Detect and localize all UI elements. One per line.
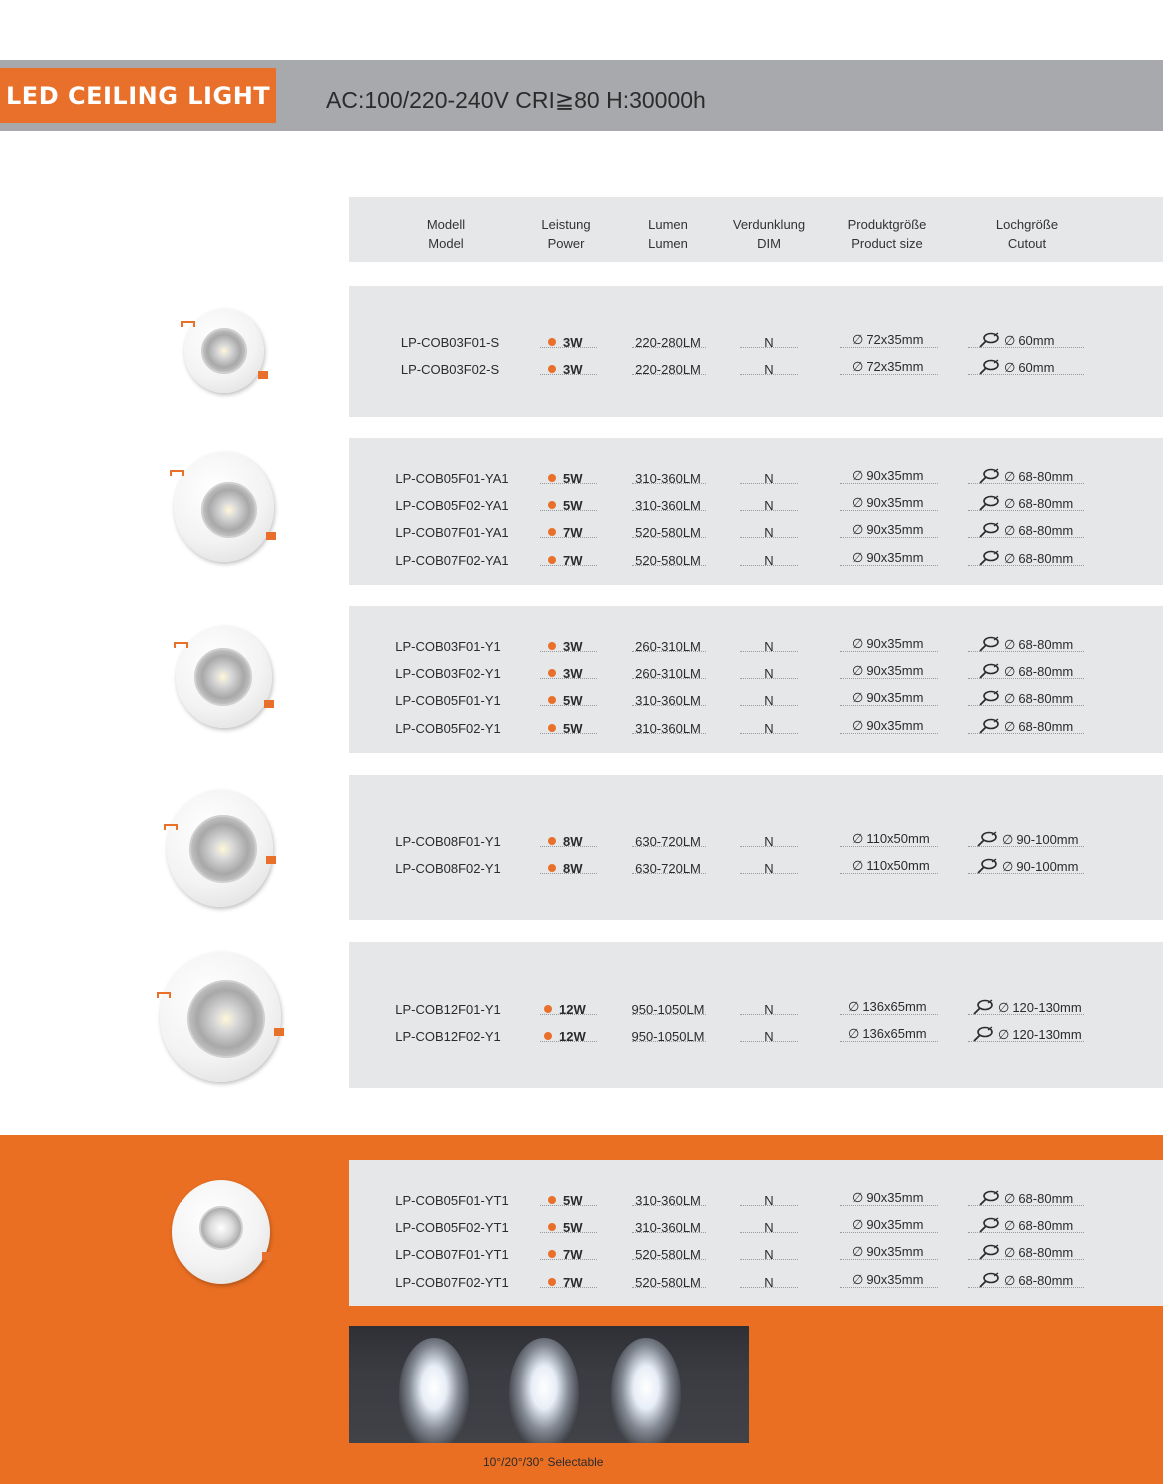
row-divider (840, 1014, 938, 1015)
model-cell: LP-COB08F01-Y1 (395, 834, 501, 849)
row-divider (632, 846, 706, 847)
row-divider (840, 678, 938, 679)
row-divider (740, 678, 798, 679)
cutout-value: 68-80mm (1018, 664, 1074, 679)
power-cell: 7W (563, 1275, 583, 1290)
lumen-cell: 260-310LM (635, 666, 701, 681)
row-divider (740, 1259, 798, 1260)
column-header-lumen: Lumen Lumen (648, 217, 688, 251)
hole-saw-icon (978, 690, 1000, 706)
model-cell: LP-COB07F01-YT1 (395, 1247, 509, 1262)
row-divider (740, 537, 798, 538)
diameter-symbol: ∅ (852, 495, 864, 510)
size-value: 90x35mm (866, 1217, 924, 1232)
lumen-cell: 520-580LM (635, 1275, 701, 1290)
row-divider (632, 565, 706, 566)
column-header-model: Modell Model (426, 217, 466, 251)
size-cell (852, 690, 923, 706)
row-divider (968, 374, 1084, 375)
row-divider (840, 347, 938, 348)
size-cell (848, 999, 927, 1015)
hole-saw-icon (978, 1190, 1000, 1206)
size-value: 90x35mm (866, 1272, 924, 1287)
cutout-value: 68-80mm (1018, 469, 1074, 484)
lumen-cell: 310-360LM (635, 1193, 701, 1208)
lumen-cell: 630-720LM (635, 861, 701, 876)
lumen-cell: 220-280LM (635, 362, 701, 377)
row-divider (840, 565, 938, 566)
row-divider (632, 347, 706, 348)
product-image-small (184, 309, 264, 393)
row-divider (740, 565, 798, 566)
row-divider (540, 565, 597, 566)
row-divider (840, 705, 938, 706)
row-divider (840, 1205, 938, 1206)
power-cell: 8W (563, 834, 583, 849)
diameter-symbol: ∅ (1004, 469, 1016, 484)
dim-cell: N (764, 471, 774, 486)
power-cell: 5W (563, 1193, 583, 1208)
row-divider (632, 483, 706, 484)
size-cell (852, 522, 923, 538)
size-cell (852, 468, 923, 484)
dim-cell: N (764, 1275, 774, 1290)
row-divider (740, 374, 798, 375)
dim-cell: N (764, 525, 774, 540)
row-divider (740, 651, 798, 652)
row-divider (840, 1041, 938, 1042)
size-value: 90x35mm (866, 468, 924, 483)
diameter-symbol: ∅ (852, 1272, 864, 1287)
row-divider (632, 651, 706, 652)
size-value: 90x35mm (866, 1244, 924, 1259)
size-value: 110x50mm (866, 858, 930, 873)
product-image-xlarge (160, 952, 281, 1082)
row-divider (740, 510, 798, 511)
size-cell (852, 831, 930, 847)
row-divider (840, 510, 938, 511)
row-divider (968, 846, 1084, 847)
power-cell: 7W (563, 553, 583, 568)
row-divider (740, 1287, 798, 1288)
dim-cell: N (764, 362, 774, 377)
diameter-symbol: ∅ (852, 359, 864, 374)
diameter-symbol: ∅ (1004, 1191, 1016, 1206)
row-divider (740, 846, 798, 847)
diameter-symbol: ∅ (1004, 664, 1016, 679)
group-band (349, 286, 1163, 417)
row-divider (632, 374, 706, 375)
column-header-cutout: Lochgröße Cutout (995, 217, 1059, 251)
row-divider (540, 678, 597, 679)
diameter-symbol: ∅ (852, 1217, 864, 1232)
row-divider (840, 374, 938, 375)
size-value: 136x65mm (862, 999, 927, 1014)
dim-cell: N (764, 1220, 774, 1235)
row-divider (968, 733, 1084, 734)
dim-cell: N (764, 335, 774, 350)
row-divider (968, 705, 1084, 706)
row-divider (968, 537, 1084, 538)
size-value: 90x35mm (866, 495, 924, 510)
row-divider (840, 1259, 938, 1260)
cutout-value: 68-80mm (1018, 691, 1074, 706)
cutout-value: 90-100mm (1016, 832, 1079, 847)
row-divider (540, 705, 597, 706)
size-cell (852, 332, 923, 348)
cutout-value: 60mm (1018, 360, 1055, 375)
hole-saw-icon (978, 332, 1000, 348)
diameter-symbol: ∅ (852, 831, 864, 846)
dim-cell: N (764, 861, 774, 876)
diameter-symbol: ∅ (1004, 1245, 1016, 1260)
cutout-value: 68-80mm (1018, 551, 1074, 566)
dim-cell: N (764, 639, 774, 654)
row-divider (840, 483, 938, 484)
cutout-value: 68-80mm (1018, 1191, 1074, 1206)
hole-saw-icon (978, 1244, 1000, 1260)
diameter-symbol: ∅ (852, 522, 864, 537)
model-cell: LP-COB07F02-YT1 (395, 1275, 509, 1290)
row-divider (540, 510, 597, 511)
diameter-symbol: ∅ (1004, 719, 1016, 734)
diameter-symbol: ∅ (1004, 333, 1016, 348)
power-cell: 5W (563, 693, 583, 708)
size-value: 90x35mm (866, 636, 924, 651)
row-divider (840, 1232, 938, 1233)
power-cell: 8W (563, 861, 583, 876)
model-cell: LP-COB03F02-S (400, 362, 500, 377)
hole-saw-icon (978, 1272, 1000, 1288)
row-divider (632, 705, 706, 706)
model-cell: LP-COB12F02-Y1 (395, 1029, 501, 1044)
size-value: 110x50mm (866, 831, 930, 846)
row-divider (968, 510, 1084, 511)
diameter-symbol: ∅ (998, 1000, 1010, 1015)
diameter-symbol: ∅ (848, 1026, 860, 1041)
dim-cell: N (764, 1247, 774, 1262)
diameter-symbol: ∅ (852, 468, 864, 483)
power-cell: 7W (563, 525, 583, 540)
diameter-symbol: ∅ (1004, 551, 1016, 566)
power-cell: 5W (563, 498, 583, 513)
cutout-value: 60mm (1018, 333, 1055, 348)
diameter-symbol: ∅ (1004, 1273, 1016, 1288)
model-cell: LP-COB07F01-YA1 (395, 525, 509, 540)
row-divider (840, 1287, 938, 1288)
size-cell (852, 718, 923, 734)
size-value: 90x35mm (866, 663, 924, 678)
model-cell: LP-COB05F01-YT1 (395, 1193, 509, 1208)
size-cell (852, 359, 923, 375)
product-image-large (167, 790, 273, 907)
row-divider (632, 678, 706, 679)
row-divider (968, 1232, 1084, 1233)
hole-saw-icon (978, 550, 1000, 566)
row-divider (740, 873, 798, 874)
cutout-value: 68-80mm (1018, 637, 1074, 652)
row-divider (540, 651, 597, 652)
row-divider (540, 1041, 597, 1042)
power-cell: 7W (563, 1247, 583, 1262)
row-divider (740, 1041, 798, 1042)
power-cell: 12W (559, 1002, 586, 1017)
model-cell: LP-COB05F02-Y1 (395, 721, 501, 736)
diameter-symbol: ∅ (1002, 832, 1014, 847)
dim-cell: N (764, 553, 774, 568)
size-value: 72x35mm (866, 359, 924, 374)
row-divider (968, 1205, 1084, 1206)
power-cell: 5W (563, 471, 583, 486)
dim-cell: N (764, 1002, 774, 1017)
diameter-symbol: ∅ (998, 1027, 1010, 1042)
row-divider (540, 1259, 597, 1260)
size-value: 90x35mm (866, 1190, 924, 1205)
hole-saw-icon (976, 831, 998, 847)
diameter-symbol: ∅ (848, 999, 860, 1014)
row-divider (632, 1205, 706, 1206)
hole-saw-icon (972, 1026, 994, 1042)
column-header-dim: Verdunklung DIM (732, 217, 806, 251)
model-cell: LP-COB05F02-YA1 (395, 498, 509, 513)
power-cell: 3W (563, 335, 583, 350)
model-cell: LP-COB05F01-YA1 (395, 471, 509, 486)
size-cell (852, 858, 930, 874)
diameter-symbol: ∅ (1004, 496, 1016, 511)
hole-saw-icon (972, 999, 994, 1015)
row-divider (632, 1041, 706, 1042)
cutout-value: 68-80mm (1018, 719, 1074, 734)
row-divider (740, 1205, 798, 1206)
row-divider (632, 537, 706, 538)
power-cell: 3W (563, 666, 583, 681)
model-cell: LP-COB05F01-Y1 (395, 693, 501, 708)
diameter-symbol: ∅ (1004, 523, 1016, 538)
cutout-value: 68-80mm (1018, 1245, 1074, 1260)
diameter-symbol: ∅ (1004, 691, 1016, 706)
power-cell: 3W (563, 362, 583, 377)
row-divider (968, 873, 1084, 874)
lumen-cell: 310-360LM (635, 498, 701, 513)
row-divider (540, 1287, 597, 1288)
cutout-value: 68-80mm (1018, 1218, 1074, 1233)
diameter-symbol: ∅ (1004, 637, 1016, 652)
column-header-power: Leistung Power (541, 217, 591, 251)
cutout-value: 68-80mm (1018, 496, 1074, 511)
size-cell (852, 636, 923, 652)
cutout-value: 68-80mm (1018, 1273, 1074, 1288)
model-cell: LP-COB03F02-Y1 (395, 666, 501, 681)
row-divider (968, 1041, 1084, 1042)
cutout-value: 120-130mm (1012, 1000, 1082, 1015)
hole-saw-icon (976, 858, 998, 874)
hole-saw-icon (978, 359, 1000, 375)
hole-saw-icon (978, 495, 1000, 511)
model-cell: LP-COB05F02-YT1 (395, 1220, 509, 1235)
row-divider (540, 483, 597, 484)
size-value: 90x35mm (866, 550, 924, 565)
product-image-medium (174, 452, 274, 562)
size-value: 72x35mm (866, 332, 924, 347)
row-divider (968, 347, 1084, 348)
row-divider (968, 678, 1084, 679)
row-divider (968, 1287, 1084, 1288)
size-value: 90x35mm (866, 690, 924, 705)
model-cell: LP-COB07F02-YA1 (395, 553, 509, 568)
size-cell (848, 1026, 927, 1042)
power-cell: 3W (563, 639, 583, 654)
row-divider (740, 483, 798, 484)
row-divider (740, 347, 798, 348)
lumen-cell: 310-360LM (635, 693, 701, 708)
row-divider (632, 1287, 706, 1288)
dim-cell: N (764, 498, 774, 513)
dim-cell: N (764, 834, 774, 849)
diameter-symbol: ∅ (852, 636, 864, 651)
diameter-symbol: ∅ (1002, 859, 1014, 874)
size-cell (852, 495, 923, 511)
lumen-cell: 950-1050LM (631, 1002, 705, 1017)
row-divider (540, 846, 597, 847)
diameter-symbol: ∅ (1004, 1218, 1016, 1233)
row-divider (968, 483, 1084, 484)
hole-saw-icon (978, 468, 1000, 484)
lumen-cell: 220-280LM (635, 335, 701, 350)
diameter-symbol: ∅ (852, 663, 864, 678)
lumen-cell: 310-360LM (635, 471, 701, 486)
cutout-value: 90-100mm (1016, 859, 1079, 874)
lumen-cell: 520-580LM (635, 1247, 701, 1262)
row-divider (540, 1232, 597, 1233)
beam-angle-photo (349, 1326, 749, 1443)
diameter-symbol: ∅ (1004, 360, 1016, 375)
row-divider (968, 565, 1084, 566)
lumen-cell: 520-580LM (635, 553, 701, 568)
hole-saw-icon (978, 636, 1000, 652)
row-divider (540, 873, 597, 874)
dim-cell: N (764, 1029, 774, 1044)
size-value: 136x65mm (862, 1026, 927, 1041)
row-divider (968, 651, 1084, 652)
diameter-symbol: ∅ (852, 1244, 864, 1259)
beam-angle-caption: 10°/20°/30° Selectable (483, 1455, 604, 1469)
row-divider (968, 1014, 1084, 1015)
dim-cell: N (764, 666, 774, 681)
row-divider (540, 733, 597, 734)
cutout-value: 120-130mm (1012, 1027, 1082, 1042)
size-value: 90x35mm (866, 522, 924, 537)
diameter-symbol: ∅ (852, 332, 864, 347)
row-divider (740, 1014, 798, 1015)
model-cell: LP-COB03F01-S (400, 335, 500, 350)
size-cell (852, 1190, 923, 1206)
lumen-cell: 310-360LM (635, 721, 701, 736)
size-cell (852, 550, 923, 566)
page-title: LED CEILING LIGHT (6, 82, 271, 110)
row-divider (840, 873, 938, 874)
row-divider (632, 873, 706, 874)
row-divider (840, 846, 938, 847)
model-cell: LP-COB08F02-Y1 (395, 861, 501, 876)
lumen-cell: 310-360LM (635, 1220, 701, 1235)
column-header-size: Produktgröße Product size (847, 217, 927, 251)
diameter-symbol: ∅ (852, 690, 864, 705)
model-cell: LP-COB03F01-Y1 (395, 639, 501, 654)
row-divider (540, 1205, 597, 1206)
power-cell: 5W (563, 721, 583, 736)
row-divider (840, 733, 938, 734)
row-divider (540, 347, 597, 348)
diameter-symbol: ∅ (852, 1190, 864, 1205)
size-cell (852, 1244, 923, 1260)
dim-cell: N (764, 1193, 774, 1208)
row-divider (740, 705, 798, 706)
power-cell: 5W (563, 1220, 583, 1235)
hole-saw-icon (978, 1217, 1000, 1233)
row-divider (968, 1259, 1084, 1260)
row-divider (840, 651, 938, 652)
lumen-cell: 630-720LM (635, 834, 701, 849)
row-divider (540, 374, 597, 375)
row-divider (632, 1014, 706, 1015)
row-divider (540, 1014, 597, 1015)
model-cell: LP-COB12F01-Y1 (395, 1002, 501, 1017)
power-cell: 12W (559, 1029, 586, 1044)
diameter-symbol: ∅ (852, 550, 864, 565)
size-cell (852, 1217, 923, 1233)
row-divider (632, 1259, 706, 1260)
lumen-cell: 520-580LM (635, 525, 701, 540)
specs-line: AC:100/220-240V CRI≧80 H:30000h (326, 87, 706, 113)
size-cell (852, 663, 923, 679)
row-divider (540, 537, 597, 538)
lumen-cell: 260-310LM (635, 639, 701, 654)
hole-saw-icon (978, 663, 1000, 679)
row-divider (840, 537, 938, 538)
row-divider (632, 1232, 706, 1233)
dim-cell: N (764, 693, 774, 708)
hole-saw-icon (978, 522, 1000, 538)
row-divider (740, 733, 798, 734)
row-divider (632, 510, 706, 511)
row-divider (632, 733, 706, 734)
row-divider (740, 1232, 798, 1233)
diameter-symbol: ∅ (852, 858, 864, 873)
diameter-symbol: ∅ (852, 718, 864, 733)
size-value: 90x35mm (866, 718, 924, 733)
lumen-cell: 950-1050LM (631, 1029, 705, 1044)
product-image-lens (172, 1180, 270, 1284)
cutout-value: 68-80mm (1018, 523, 1074, 538)
size-cell (852, 1272, 923, 1288)
hole-saw-icon (978, 718, 1000, 734)
product-image-medium (176, 626, 272, 728)
dim-cell: N (764, 721, 774, 736)
